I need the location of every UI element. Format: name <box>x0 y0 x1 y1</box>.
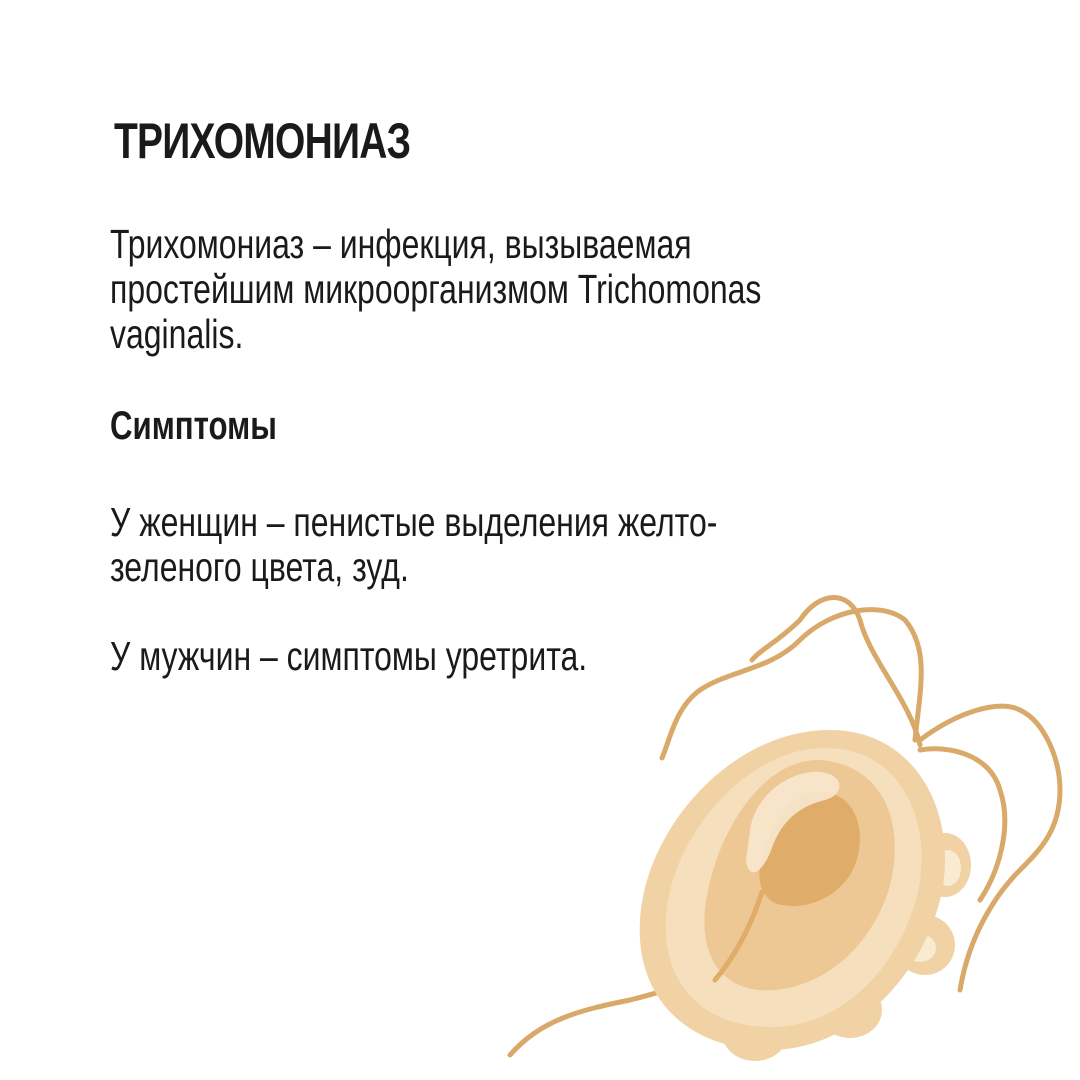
symptom-women <box>110 500 717 590</box>
flagellum <box>752 598 920 746</box>
symptom-line: У женщин – пенистые выделения желто- <box>110 499 718 545</box>
symptom-line: зеленого цвета, зуд. <box>110 544 409 590</box>
page-title: ТРИХОМОНИАЗ <box>114 113 411 169</box>
intro-line: простейшим микроорганизмом Trichomonas <box>110 266 762 312</box>
intro-line: Трихомониаз – инфекция, вызываемая <box>110 221 692 267</box>
symptom-line: У мужчин – симптомы уретрита. <box>110 633 588 679</box>
symptoms-heading: Симптомы <box>110 404 277 448</box>
trichomonas-illustration-icon <box>500 580 1080 1080</box>
intro-paragraph <box>110 222 952 357</box>
intro-line: vaginalis. <box>110 311 244 357</box>
